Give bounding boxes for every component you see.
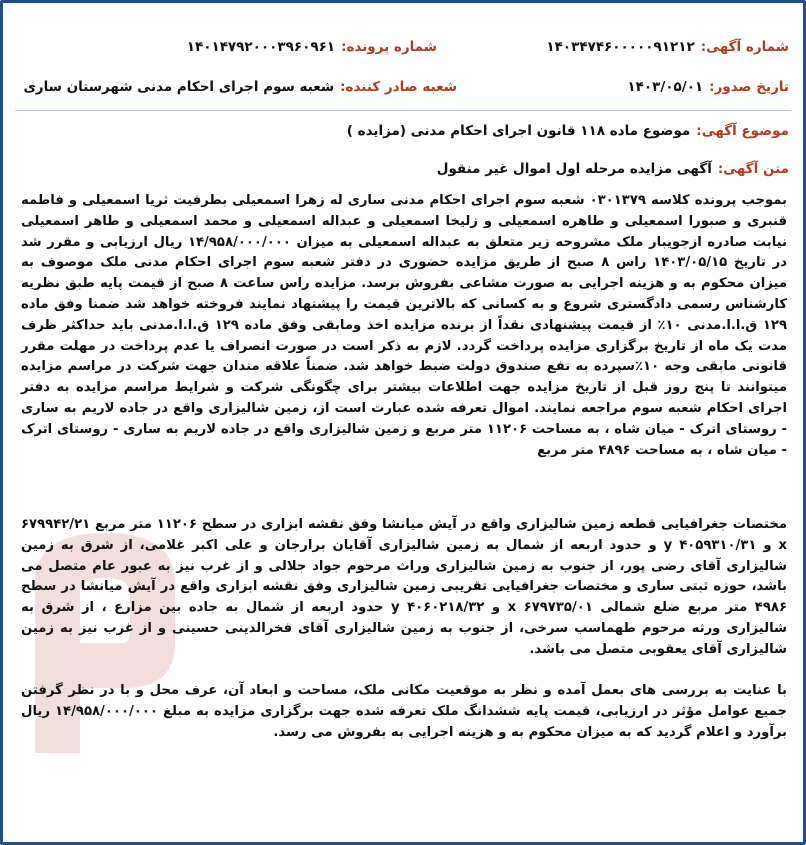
body-paragraph-2: مختصات جغرافیایی قطعه زمین شالیزاری واقع در آیش میانشا وفق نقشه ابزاری در سطح ۱۱۲۰۶ متر مربع ۶۷۹۹۴۲/۲۱ x و ۴۰۵۹۳۱۰/۳۱ y و حدود اربعه از شمال به زمین شالیزاری آقایان برارجان و علی اکبر غلامی، از شرق به زمین شالیزاری آقای رضی پور، از جنوب به زمین شالیزاری وراث مرحوم جواد جلالی و از غرب نیز به عبور عام متصل می باشد، حوزه ثبتی ساری و مختصات جغرافیایی تقریبی زمین شالیزاری وفق نقشه ابزاری واقع در آیش میانشا در سطح ۴۹۸۶ متر مربع ضلع شمالی ۶۷۹۷۳۵/۰۱ x و ۴۰۶۰۲۱۸/۳۲ y حدود اربعه از شمال به جاده بین مزارع ، از شرق به شالیزاری ورثه مرحوم طهماسب سرخی، از جنوب به زمین شالیزاری آقای فخرالدینی حسینی و از غرب نیز به زمین شالیزاری آقای یعقوبی متصل می باشد. xyxy=(21,517,787,657)
issuer-row xyxy=(23,79,457,95)
notice-number: ۱۴۰۳۴۷۴۶۰۰۰۰۰۹۱۲۱۲ xyxy=(546,39,695,55)
issue-date-row xyxy=(627,79,789,95)
divider xyxy=(15,110,791,111)
body-paragraph-1: بموجب پرونده کلاسه ۰۳۰۱۳۷۹ شعبه سوم اجرای احکام مدنی ساری له زهرا اسمعیلی بطرفیت ثریا اسمعیلی و فاطمه قنبری و صبورا اسمعیلی و طاهره اسمعیلی و زلیخا اسمعیلی و عبداله اسمعیلی و محمد اسمعیلی و طاهر اسمعیلی نیابت صادره ازجویبار ملک مشروحه زیر متعلق به عبداله اسمعیلی به میزان ۱۴/۹۵۸/۰۰۰/۰۰۰ ریال ارزیابی و مقرر شد در تاریخ ۱۴۰۳/۰۵/۱۵ راس ۸ صبح از طریق مزایده حضوری در دفتر شعبه سوم اجرای احکام مدنی ملک موصوف به میزان محکوم به و هزینه اجرایی به صورت مشاعی بفروش برسد. مزایده راس ساعت ۸ صبح از قیمت پایه طبق نظریه کارشناس رسمی دادگستری شروع و به کسانی که بالاترین قیمت را پیشنهاد نمایند فروخته خواهد شد ضمنا وفق ماده ۱۲۹ ق.ا.ا.مدنی ۱۰٪ از قیمت پیشنهادی نقداً از برنده مزایده اخذ ومابقی وفق ماده ۱۲۹ ق.ا.ا.مدنی باید حداکثر ظرف مدت یک ماه از تاریخ برگزاری مزایده پرداخت گردد. لازم به ذکر است در صورت انصراف یا عدم پرداخت در مهلت مقرر قانونی مابقی وجه ۱۰٪سپرده به نفع صندوق دولت ضبط خواهد شد. ضمناً علاقه مندان جهت شرکت در مراسم مزایده میتوانند تا پنج روز قبل از تاریخ مزایده جهت اطلاعات بیشتر برای چگونگی شرکت و شرایط مراسم مزایده به دفتر اجرای احکام شعبه سوم مراجعه نمایند. اموال تعرفه شده عبارت است از، زمین شالیزاری واقع در جاده لاریم به ساری - روستای اترک - میان شاه ، به مساحت ۱۱۲۰۶ متر مربع و زمین شالیزاری واقع در جاده لاریم به ساری - روستای اترک - میان شاه ، به مساحت ۴۸۹۶ متر مربع xyxy=(21,193,788,458)
body-paragraph-3: با عنایت به بررسی های بعمل آمده و نظر به موقعیت مکانی ملک، مساحت و ابعاد آن، عرف محل و با در نظر گرفتن جمیع عوامل مؤثر در ارزیابی، قیمت پایه ششدانگ ملک تعرفه شده جهت برگزاری مزایده به مبلغ ۱۴/۹۵۸/۰۰۰/۰۰۰ ریال برآورد و اعلام گردید که به میزان محکوم به و هزینه اجرایی به بفروش می رسد. xyxy=(21,683,788,740)
case-number-row xyxy=(187,39,437,55)
notice-text-label: متن آگهی: xyxy=(717,161,789,177)
issue-date: ۱۴۰۳/۰۵/۰۱ xyxy=(627,79,704,95)
notice-number-row xyxy=(546,39,789,55)
subject-label: موضوع آگهی: xyxy=(696,123,789,139)
issuer: شعبه سوم اجرای احکام مدنی شهرستان ساری xyxy=(23,79,335,95)
subject-value: موضوع ماده ۱۱۸ قانون اجرای احکام مدنی (مزایده ) xyxy=(346,123,691,139)
issue-date-label: تاریخ صدور: xyxy=(709,79,789,95)
notice-number-label: شماره آگهی: xyxy=(700,39,789,55)
notice-text-value: آگهی مزایده مرحله اول اموال غیر منقول xyxy=(436,161,712,177)
subject-row xyxy=(347,123,789,139)
notice-text-row xyxy=(437,161,789,177)
case-number: ۱۴۰۱۴۷۹۲۰۰۰۳۹۶۰۹۶۱ xyxy=(186,39,336,55)
case-number-label: شماره پرونده: xyxy=(341,39,437,55)
issuer-label: شعبه صادر کننده: xyxy=(340,79,457,95)
